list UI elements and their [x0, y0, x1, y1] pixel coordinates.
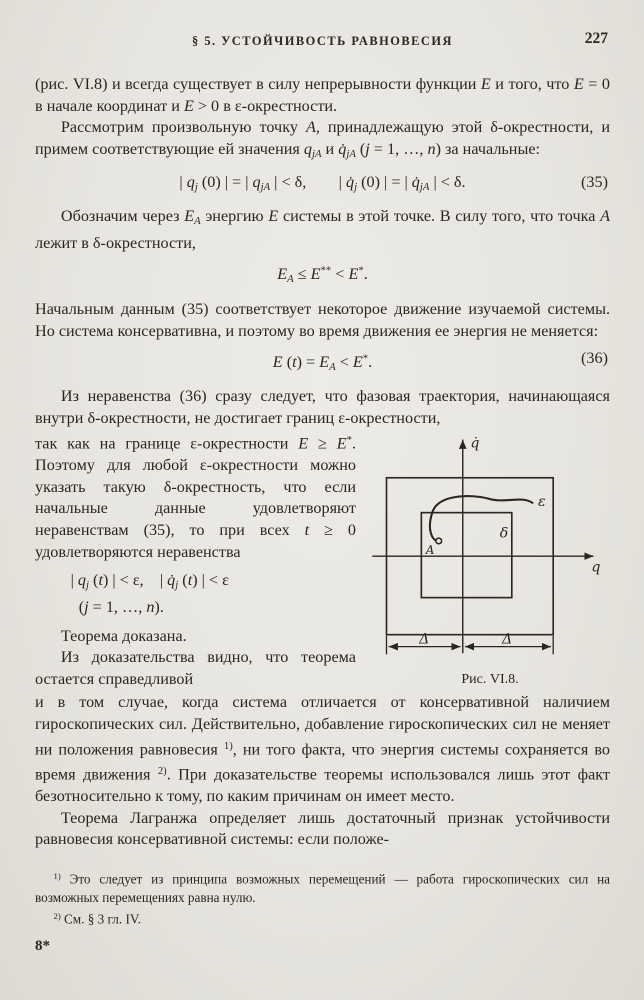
point-a-marker [436, 538, 442, 544]
footnote-1: $^{1)}$ Это следует из принципа возможных перемещений — работа гироскопических сил на возможных перемещениях равна нулю. [35, 871, 610, 905]
phase-plane-diagram [370, 432, 610, 663]
delta-boundary-rect [421, 512, 511, 597]
delta-label: δ [499, 525, 509, 542]
paragraph: Из неравенства (36) сразу следует, что фазовая траектория, начинающаяся внутри δ-окрестности, не достигает границ ε-окрестности, [35, 387, 610, 428]
paragraph-continuation: и в том случае, когда система отличается от консервативной наличием гироскопических сил. Действительно, добавление гироскопических сил не меняет ни положения равновесия $^{1)}$, ни того факта, что энергия системы сохраняется во время движения $^{2)}$. При доказательстве теоремы использовался лишь этот факт безотносительно к тому, по каким причинам он имеет место. [35, 693, 611, 805]
figure-caption: Рис. VI.8. [461, 671, 519, 687]
paragraph-wrapped: так как на границе ε-окрестности E ≥ E*. Поэтому для любой ε-окрестности можно указать такую δ-окрестность, что если начальные данные удовлетворяют неравенствам (35), то при всех t ≥ 0 удовлетворяются неравенства [35, 433, 356, 561]
equation-35 [35, 172, 610, 199]
equation-energy-bound [35, 261, 610, 291]
equation-36 [35, 348, 610, 378]
signature-mark: 8* [35, 938, 50, 955]
proof-section [35, 386, 610, 807]
paragraph: Из доказательства видно, что теорема остается справедливой [35, 648, 356, 689]
equation-body: EA ≤ E** < E*. [277, 264, 368, 286]
section-title: § 5. УСТОЙЧИВОСТЬ РАВНОВЕСИЯ [192, 34, 453, 48]
equation-body: E (t) = EA < E*. [272, 352, 373, 373]
text-figure-wrap [35, 430, 610, 691]
point-a-label: A [425, 542, 435, 557]
paragraph: Рассмотрим произвольную точку A, принадлежащую этой δ-окрестности, и примем соответствующие ей значения qjA и q̇jA (j = 1, …, n) за начальные: [35, 118, 610, 161]
dim-label-left: Δ [419, 631, 430, 648]
epsilon-label: ε [537, 493, 546, 510]
paragraph: Начальным данным (35) соответствует некоторое движение изучаемой системы. Но система консервативна, и поэтому во время движения ее энергия не меняется: [35, 299, 610, 340]
equation-number: (35) [581, 172, 608, 191]
footnotes [35, 867, 610, 956]
equation-body: | qj (0) | = | qjA | < δ, | q̇j (0) | = | q̇jA | < δ. [179, 172, 466, 193]
phase-trajectory [430, 496, 533, 540]
x-axis-label: q [591, 559, 601, 576]
paragraph: Обозначим через EA энергию E системы в этой точке. В силу того, что точка A лежит в δ-окрестности, [35, 207, 610, 253]
inequality-line-1: | qj (t) | < ε, | q̇j (t) | < ε [70, 571, 229, 592]
page-header [35, 28, 610, 50]
dim-label-right: Δ [501, 631, 513, 648]
figure-vi8 [370, 432, 610, 691]
paragraph-continuation: (рис. VI.8) и всегда существует в силу непрерывности функции E и того, что E = 0 в начале координат и E > 0 в ε-окрестности. [35, 75, 610, 115]
paragraph: Теорема Лагранжа определяет лишь достаточный признак устойчивости равновесия консервативной системы: если положе- [35, 808, 610, 849]
footnote-2: $^{2)}$ См. § 3 гл. IV. [53, 910, 141, 927]
paragraph: Теорема доказана. [60, 626, 187, 645]
page-body [35, 74, 610, 851]
equation-number: (36) [581, 349, 608, 368]
inequality-line-2: (j = 1, …, n). [78, 598, 164, 616]
y-axis-label: q̇ [470, 435, 480, 452]
page-number: 227 [584, 30, 608, 47]
